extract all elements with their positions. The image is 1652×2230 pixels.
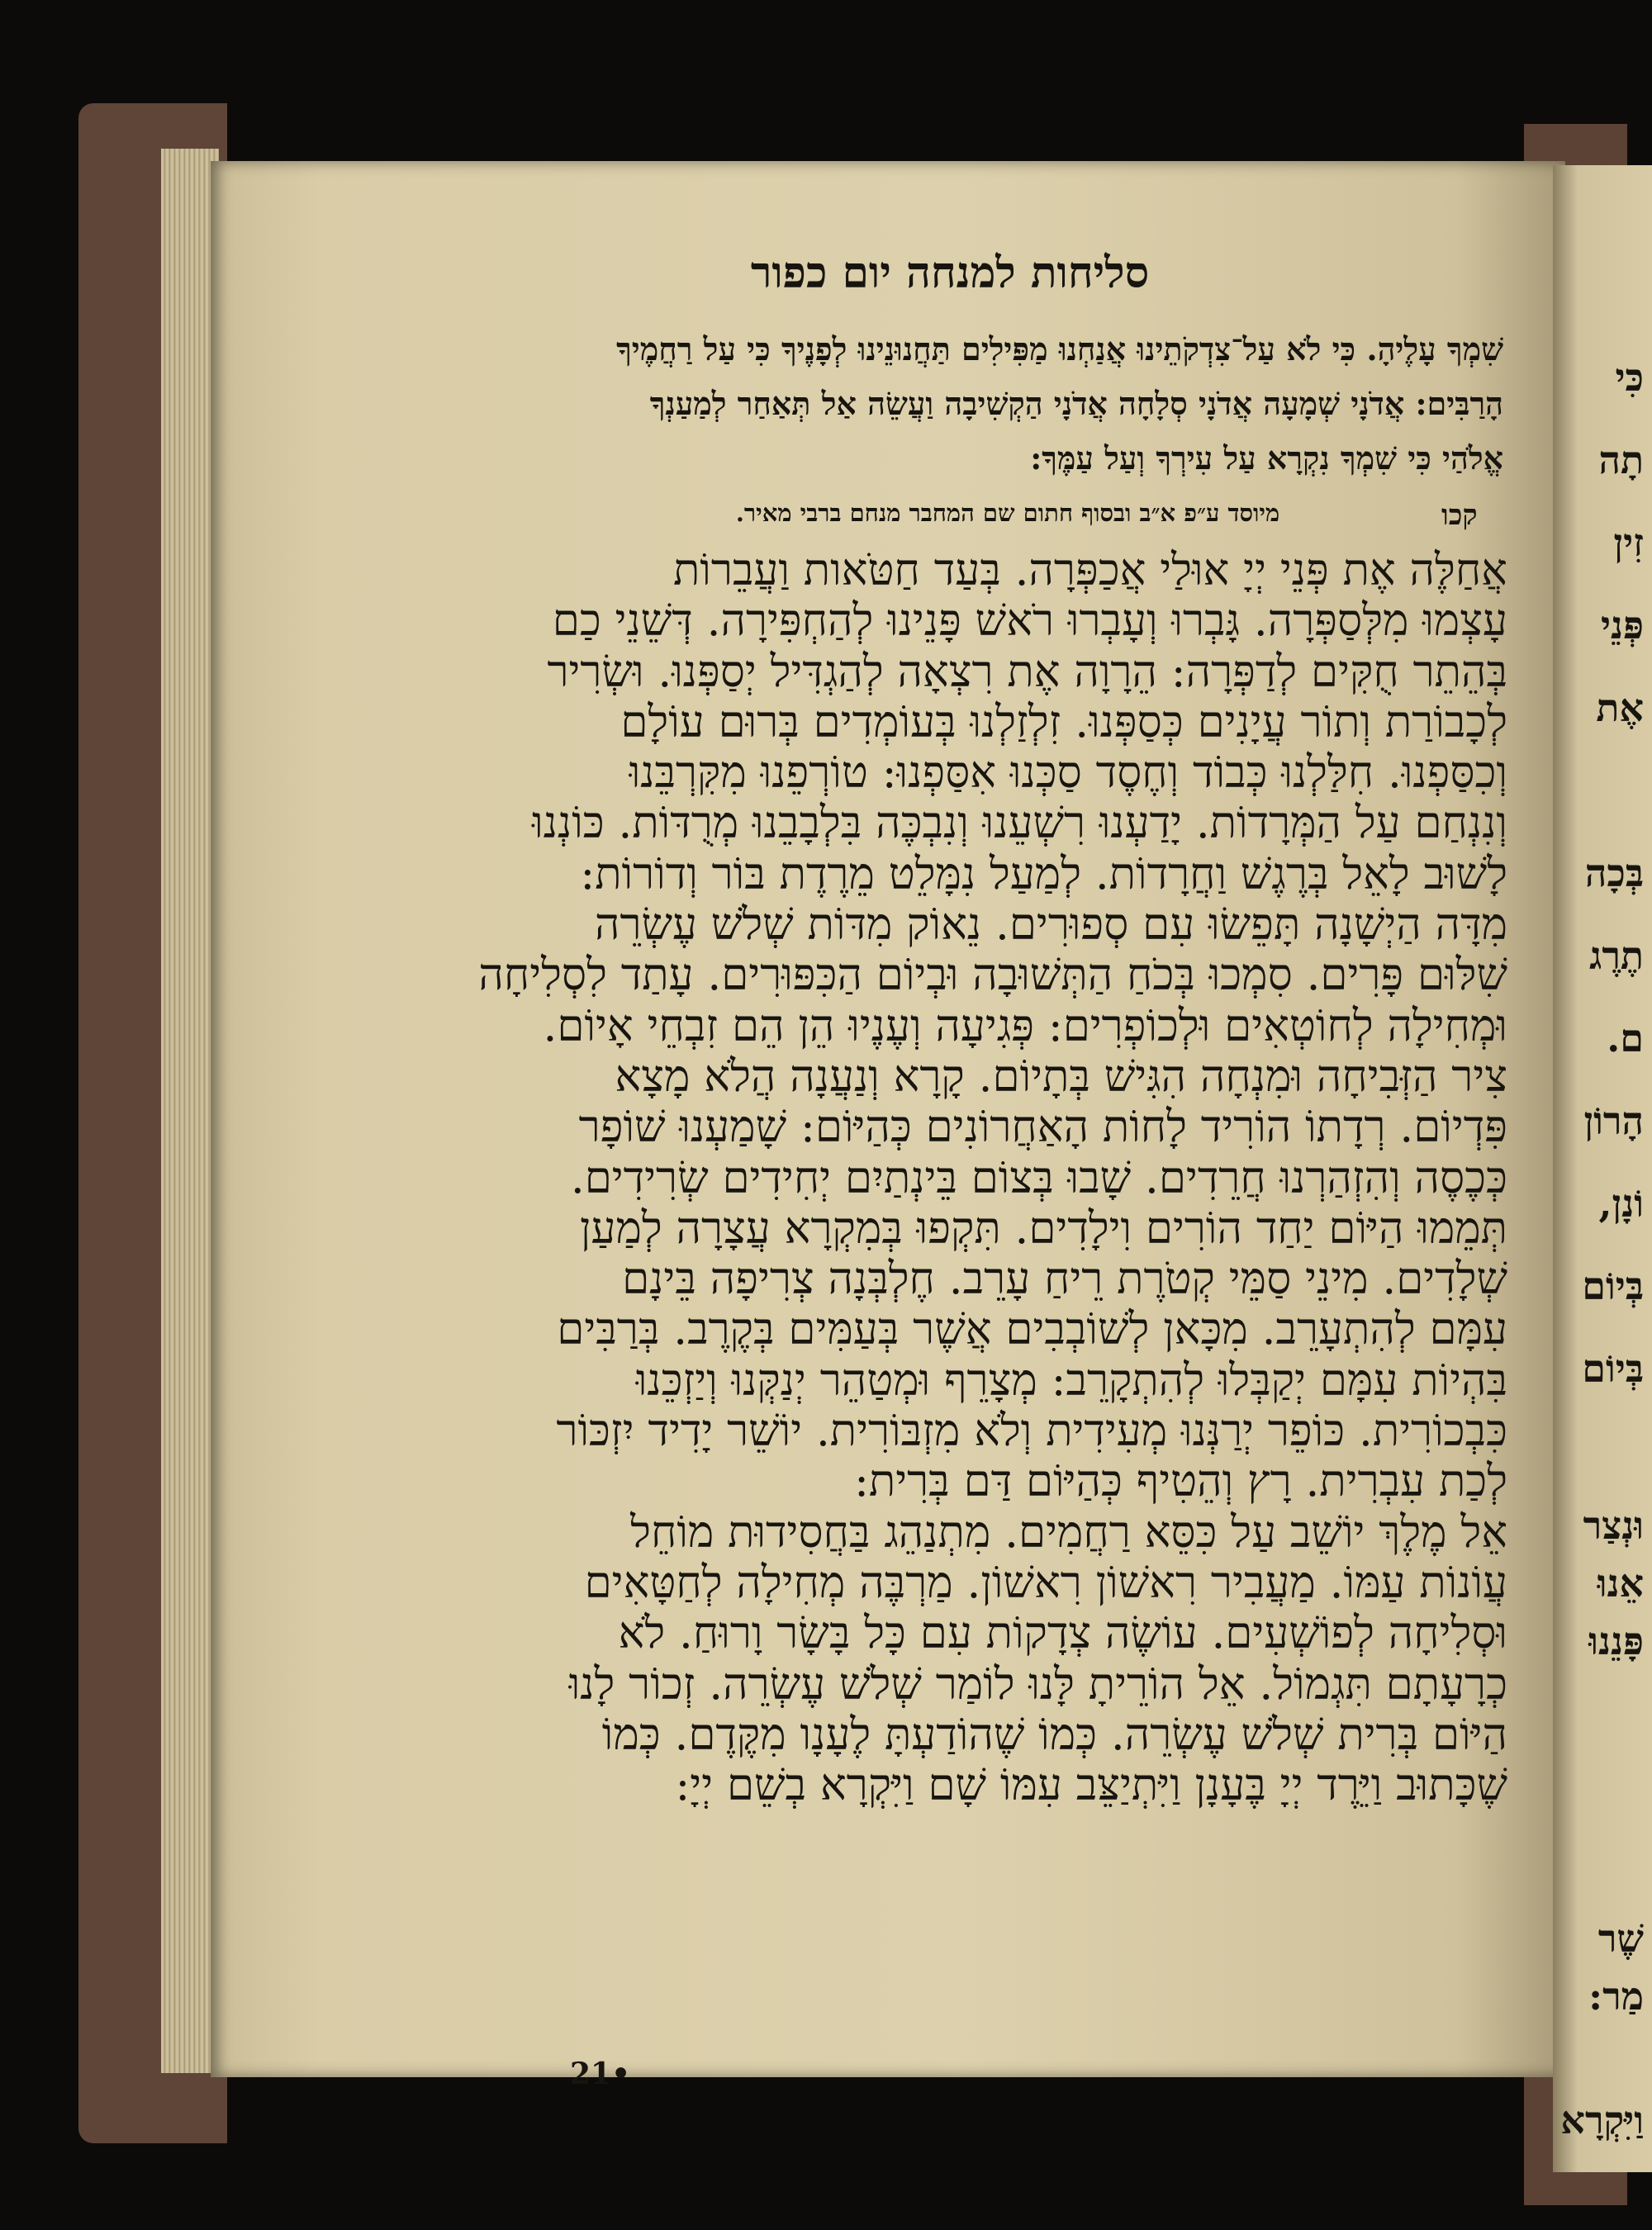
right-page-fragment: ם.	[1607, 1016, 1644, 1060]
text-line: אֲחַלֶּה אֶת פְּנֵי יְיָ אוּלַי אֲכַפְּרָה. בְּעַד חַטֹּאות וַעֲבֵרוֹת	[672, 545, 1507, 595]
text-line: וּסְלִיחָה לְפוֹשְׁעִים. עוֹשֶׂה צְדָקוֹת עִם כָּל בָּשָׂר וָרוּחַ. לֹא	[618, 1608, 1507, 1659]
text-line: לְכַת עִבְרִית. רָץ וְהֵטִיף כְּהַיּוֹם דַּם בְּרִית:	[854, 1456, 1507, 1507]
text-line: תְּמֵמוּ הַיּוֹם יַחַד הוֹרִים וִילָדִים. תִּקְפוּ בְּמִקְרָא עֲצָרָה לְמַעַן	[579, 1203, 1507, 1254]
text-line: בִּהְיוֹת עִמָּם יְקַבְּלוּ לְהִתְקָרֵב: מְצָרֵף וּמְטַהֵר יְנַקְּנוּ וְיַזְכֵּנוּ	[635, 1355, 1507, 1406]
intro-line: שִׁמְךָ עָלֶיהָ. כִּי לֹא עַל־צִדְקֹתֵינוּ אֲנַחְנוּ מַפִּילִים תַּחֲנוּנֵינוּ לְפָנֶיךָ כִּי עַל רַחֲמֶיךָ	[616, 330, 1503, 368]
right-page	[1553, 165, 1652, 2172]
right-page-fragment: מַר:	[1588, 1974, 1644, 2019]
rubric: מיוסד ע״פ א״ב ובסוף חתום שם המחבר מנחם ברבי מאיר.	[735, 499, 1280, 527]
text-line: בְּהֵתֵר חֻקִּים לְדַפְּרָה: הֵרָוָה אֶת רִצְאָה לְהַגְדִּיל יְסַפְּנוּ. וּשְׂרִיר	[547, 646, 1507, 697]
right-page-fragment: אֵנוּ	[1597, 1561, 1644, 1606]
text-line: שִׁלּוּם פָּרִים. סִמְכוּ בְּכֹחַ הַתְּשׁוּבָה וּבְיוֹם הַכִּפּוּרִים. עָתַד לִסְלִיחָה	[478, 950, 1507, 1001]
text-line: אֵל מֶלֶךְ יוֹשֵׁב עַל כִּסֵּא רַחֲמִים. מִתְנַהֵג בַּחֲסִידוּת מוֹחֵל	[630, 1506, 1507, 1558]
right-page-fragment: שֶׁר	[1597, 1916, 1644, 1961]
right-page-fragment: בְּיוֹם	[1582, 1346, 1644, 1391]
text-line: וּמְחִילָה לְחוֹטְאִים וּלְכוֹפְרִים: פְּגִיעָה וְעֶנֶיוּ הֵן הֵם זִבְחֵי אָיוֹם.	[543, 1000, 1507, 1051]
text-line: עִמָּם לְהִתְעָרֵב. מִכָּאן לְשׁוֹבְבִים אֲשֶׁר בְּעַמִּים בְּקֶרֶב. בְּרַבִּים	[557, 1304, 1507, 1355]
text-line: לְכָבוֹרַת וְתוֹר עֲיָנִים כְּסַפְּנוּ. זִלְזַלְנוּ בְּעוֹמְדִים בְּרוּם עוֹלָם	[620, 696, 1507, 747]
right-page-fragment: וַיִּקְרָא	[1560, 2098, 1644, 2142]
main-text	[409, 545, 1507, 1810]
right-page-fragment: וּנְצַר	[1583, 1503, 1644, 1548]
folio-mark: 21•	[570, 2057, 631, 2091]
right-page-fragment: וֹנָן,	[1598, 1181, 1644, 1226]
right-page-fragment: פְּנֵי	[1600, 603, 1644, 648]
running-head: סליחות למנחה יום כפור	[750, 248, 1150, 298]
text-line: עָצְמוּ מִלְּסַפְּרָה. גָּבְרוּ וְעָבְרוּ רֹאשׁ פָּנֵינוּ לְהַחְפִּירָה. דְּשֵׁנֵי כַם	[552, 595, 1507, 647]
intro-line: הָרַבִּים: אֲדֹנָי שְׁמָעָה אֲדֹנָי סְלָחָה אֲדֹנָי הַקְשִׁיבָה וַעֲשֵׂה אַל תְּאַחַר לְמַעַנְךָ	[649, 385, 1503, 422]
paragraph-2	[409, 1507, 1507, 1811]
text-line: וְכִסַּפְנוּ. חִלַּלְנוּ כְּבוֹד וְחֶסֶד סַכְּנוּ אִסַּפְנוּ: טוֹרְפֵנוּ מִקִּרְבֵּנוּ	[629, 747, 1507, 799]
right-page-fragment: בְּיוֹם	[1582, 1264, 1644, 1308]
intro-line: אֱלֹהַי כִּי שִׁמְךָ נִקְרָא עַל עִירְךָ וְעַל עַמֶּךָ:	[1030, 439, 1503, 477]
text-line: עֲוֹנוֹת עַמּוֹ. מַעֲבִיר רִאשׁוֹן רִאשׁוֹן. מַרְבֶּה מְחִילָה לְחַטָּאִים	[584, 1557, 1507, 1608]
text-line: כִּבְכוֹרִית. כּוֹפֵר יְרַנְּנוּ מְעִידִית וְלֹא מִזְבּוֹרִית. יוֹשֵׁר יָדִיד יִזְכּוֹר	[556, 1406, 1507, 1457]
right-page-fragment: בְּכָה	[1584, 851, 1644, 895]
text-line: שֶׁכָּתוּב וַיֵּרֶד יְיָ בֶּעָנָן וַיִּתְיַצֵּב עִמּוֹ שָׁם וַיִּקְרָא בְשֵׁם יְיָ:	[675, 1760, 1507, 1811]
intro-text	[297, 322, 1503, 486]
right-page-fragment: זִין	[1613, 520, 1644, 565]
text-line: הַיּוֹם בְּרִית שְׁלֹשׁ עֶשְׂרֵה. כְּמוֹ שֶׁהוֹדַעְתָּ לֶעָנָו מִקֶּדֶם. כְּמוֹ	[601, 1709, 1507, 1760]
text-line: שְׁלָדִים. מִינֵי סַמֵּי קְטֹרֶת רֵיחַ עָרֵב. חֶלְבְּנָה צְרִיפָה בֵּינָם	[622, 1254, 1507, 1305]
paragraph-1	[409, 545, 1507, 1507]
right-page-fragment: כִּי	[1615, 355, 1644, 400]
right-page-fragment: תָה	[1598, 438, 1644, 482]
rubric-number: קכו	[1441, 499, 1478, 532]
text-line: לָשׁוּב לָאֵל בְּרֶגֶשׁ וַחֲרָדוֹת. לְמַעַל נִמָּלֵט מֵרֶדֶת בּוֹר וְדוֹרוֹת:	[580, 848, 1507, 899]
right-page-fragment: פָּנֵנוּ	[1588, 1619, 1644, 1663]
text-line: כְּכֶסֶה וְהִזְהַרְנוּ חֲרֵדִים. שָׁבוּ בְּצוֹם בֵּינְתַיִם יְחִידִים שְׂרִידִים.	[570, 1152, 1507, 1203]
text-line: צִיר הַזְּבִיחָה וּמִנְחָה הִגִּישׁ בְּתָיוֹם. קָרָא וְנַעֲנָה הֲלֹא מָצָא	[615, 1051, 1507, 1102]
right-page-fragment: תֶרֶג	[1589, 933, 1644, 978]
right-page-fragment: אֶת	[1596, 686, 1644, 730]
text-line: מִדָּה הַיְשָׁנָה תָּפֵשׂוּ עִם סְפוּרִים. נֵאוֹק מִדּוֹת שְׁלֹשׁ עֶשְׂרֵה	[594, 899, 1507, 951]
text-line: כְרָעָתָם תִּגְמוֹל. אֵל הוֹרֵיתָ לָּנוּ לוֹמַר שְׁלֹשׁ עֶשְׂרֵה. זְכוֹר לָנוּ	[568, 1658, 1507, 1710]
text-line: וְנִנְחַם עַל הַמְּרָדוֹת. יָדַעְנוּ רִשְׁעֵנוּ וְנִבְכֶּה בִּלְבָבֵנוּ מְרֻדּוֹת. כּוֹנְנוּ	[532, 798, 1507, 849]
text-line: פִּדְיוֹם. רְדָתוֹ הוֹרִיד לָחוֹת הָאַחֲרוֹנִים כְּהַיּוֹם: שָׁמַעְנוּ שׁוֹפָר	[578, 1102, 1507, 1153]
right-page-fragment: הָרוֹן	[1583, 1098, 1644, 1143]
